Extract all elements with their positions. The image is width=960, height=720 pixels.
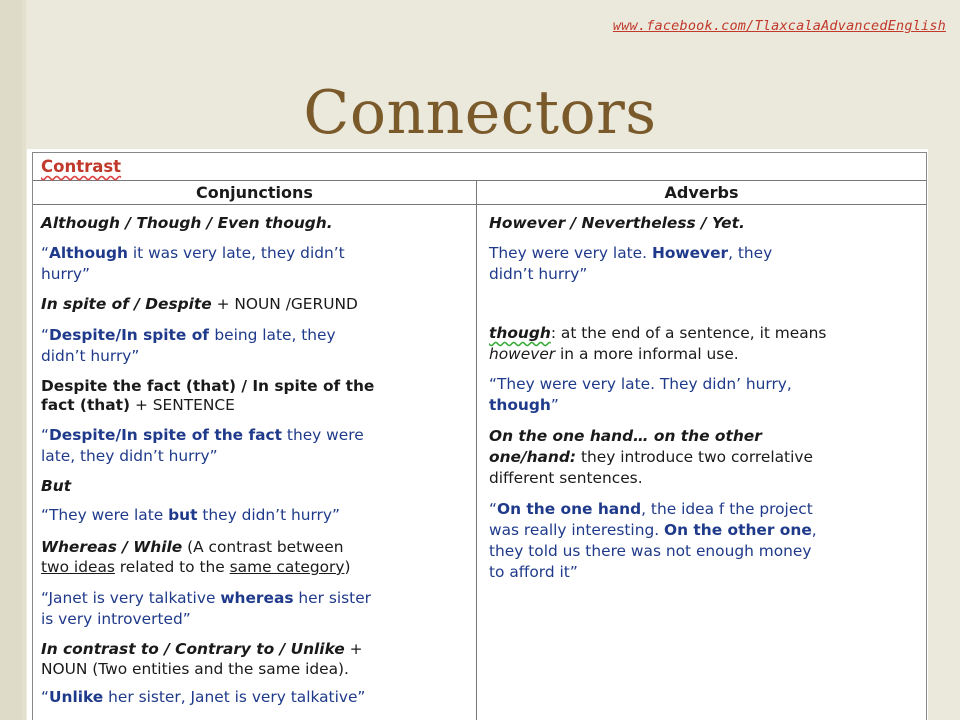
left-l9-cont: two ideas related to the same category)	[41, 558, 351, 576]
column-header-conjunctions: Conjunctions	[33, 181, 476, 205]
right-r5-cont: one/hand: they introduce two correlative	[489, 448, 813, 466]
column-divider	[476, 181, 477, 720]
right-example-3: “On the one hand, the idea f the project	[489, 500, 813, 518]
column-header-adverbs: Adverbs	[477, 181, 926, 205]
left-l1: Although / Though / Even though.	[41, 214, 333, 232]
left-example-4: “They were late but they didn’t hurry”	[41, 506, 340, 524]
right-r3-cont: however in a more informal use.	[489, 345, 739, 363]
left-l5: Despite the fact (that) / In spite of the	[41, 377, 375, 395]
left-example-1: “Although it was very late, they didn’t	[41, 244, 345, 262]
left-l5-cont: fact (that) + SENTENCE	[41, 396, 235, 414]
facebook-link[interactable]: www.facebook.com/TlaxcalaAdvancedEnglish	[612, 18, 946, 34]
left-l3: In spite of / Despite + NOUN /GERUND	[41, 295, 358, 313]
left-l9: Whereas / While (A contrast between	[41, 538, 344, 556]
right-r1: However / Nevertheless / Yet.	[489, 214, 745, 232]
left-example-2-cont: didn’t hurry”	[41, 347, 140, 365]
right-example-3-cont: was really interesting. On the other one,	[489, 521, 817, 539]
left-example-5: “Janet is very talkative whereas her sister	[41, 589, 371, 607]
left-example-1-cont: hurry”	[41, 265, 90, 283]
left-l11-cont: NOUN (Two entities and the same idea).	[41, 660, 349, 678]
left-example-3: “Despite/In spite of the fact they were	[41, 426, 364, 444]
right-r5: On the one hand… on the other	[489, 427, 762, 445]
left-l11: In contrast to / Contrary to / Unlike +	[41, 640, 363, 658]
right-example-1: They were very late. However, they	[489, 244, 773, 262]
right-example-2: “They were very late. They didn’ hurry,	[489, 375, 792, 393]
left-l7: But	[41, 477, 72, 495]
left-example-5-cont: is very introverted”	[41, 610, 191, 628]
left-example-2: “Despite/In spite of being late, they	[41, 326, 336, 344]
slide-title: Connectors	[303, 78, 657, 148]
right-example-2-cont: though”	[489, 396, 559, 414]
left-example-6: “Unlike her sister, Janet is very talkative”	[41, 688, 366, 706]
table-heading-row	[33, 153, 926, 181]
right-example-3-cont3: to afford it”	[489, 563, 578, 581]
right-example-3-cont2: they told us there was not enough money	[489, 542, 812, 560]
left-example-3-cont: late, they didn’t hurry”	[41, 447, 218, 465]
table-heading: Contrast	[41, 157, 122, 176]
right-r3: though: at the end of a sentence, it means	[489, 324, 827, 342]
right-example-1-cont: didn’t hurry”	[489, 265, 588, 283]
right-r5-cont2: different sentences.	[489, 469, 643, 487]
